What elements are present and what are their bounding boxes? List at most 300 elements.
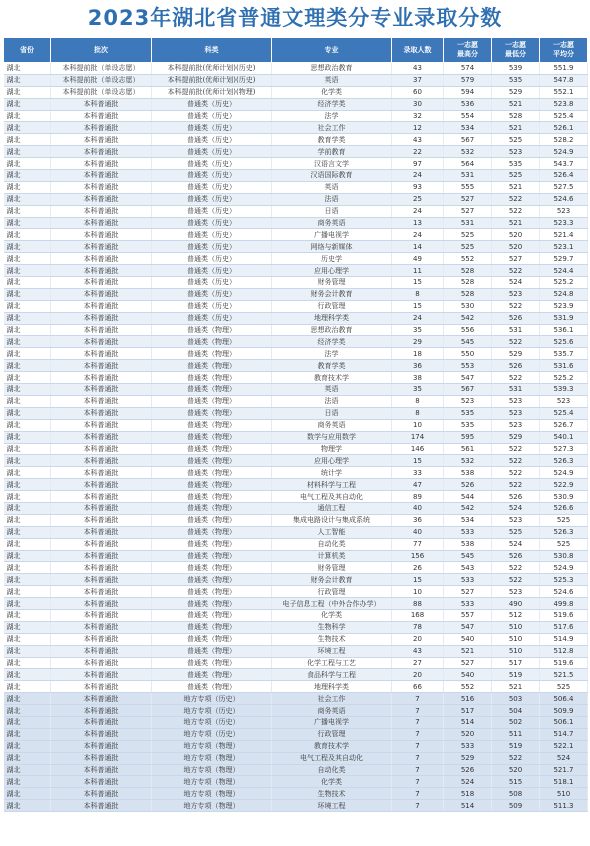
batch-cell: 本科普通批 [51, 633, 152, 645]
avg-score-cell: 536.1 [540, 324, 588, 336]
table-row [4, 479, 588, 491]
avg-score-cell: 524.9 [540, 467, 588, 479]
table-row [4, 277, 588, 289]
table-row [4, 170, 588, 182]
province-cell: 湖北 [4, 598, 51, 610]
batch-cell: 本科普通批 [51, 134, 152, 146]
max-score-cell: 543 [444, 562, 492, 574]
avg-score-cell: 526.1 [540, 122, 588, 134]
category-cell: 普通类（物理） [152, 621, 272, 633]
admitted-count-cell: 7 [392, 776, 444, 788]
batch-cell: 本科普通批 [51, 514, 152, 526]
avg-score-cell: 521.7 [540, 764, 588, 776]
major-cell: 社会工作 [272, 693, 392, 705]
max-score-cell: 533 [444, 598, 492, 610]
major-cell: 思想政治教育 [272, 63, 392, 75]
batch-cell: 本科普通批 [51, 752, 152, 764]
admitted-count-cell: 43 [392, 645, 444, 657]
batch-cell: 本科普通批 [51, 265, 152, 277]
major-cell: 商务英语 [272, 217, 392, 229]
admitted-count-cell: 7 [392, 764, 444, 776]
batch-cell: 本科普通批 [51, 443, 152, 455]
min-score-cell: 522 [492, 265, 540, 277]
major-cell: 生物科学 [272, 621, 392, 633]
min-score-cell: 522 [492, 372, 540, 384]
admitted-count-cell: 15 [392, 300, 444, 312]
table-row [4, 217, 588, 229]
batch-cell: 本科普通批 [51, 205, 152, 217]
avg-score-cell: 540.1 [540, 431, 588, 443]
batch-cell: 本科普通批 [51, 598, 152, 610]
header-min-score: 一志愿 最低分 [492, 38, 540, 63]
min-score-cell: 526 [492, 360, 540, 372]
avg-score-cell: 514.7 [540, 728, 588, 740]
max-score-cell: 552 [444, 253, 492, 265]
table-row [4, 63, 588, 75]
category-cell: 地方专项（历史） [152, 716, 272, 728]
category-cell: 普通类（物理） [152, 348, 272, 360]
min-score-cell: 535 [492, 158, 540, 170]
batch-cell: 本科普通批 [51, 764, 152, 776]
province-cell: 湖北 [4, 312, 51, 324]
avg-score-cell: 524.6 [540, 193, 588, 205]
min-score-cell: 529 [492, 431, 540, 443]
table-row [4, 431, 588, 443]
admitted-count-cell: 146 [392, 443, 444, 455]
table-row [4, 645, 588, 657]
table-row [4, 681, 588, 693]
category-cell: 本科提前批(优师计划)(历史) [152, 74, 272, 86]
avg-score-cell: 499.8 [540, 598, 588, 610]
category-cell: 普通类（物理） [152, 384, 272, 396]
min-score-cell: 522 [492, 193, 540, 205]
avg-score-cell: 524.9 [540, 146, 588, 158]
category-cell: 普通类（物理） [152, 598, 272, 610]
category-cell: 普通类（历史） [152, 312, 272, 324]
header-category: 科类 [152, 38, 272, 63]
max-score-cell: 527 [444, 586, 492, 598]
category-cell: 普通类（物理） [152, 479, 272, 491]
table-row [4, 181, 588, 193]
batch-cell: 本科普通批 [51, 740, 152, 752]
batch-cell: 本科提前批（单设志愿） [51, 86, 152, 98]
province-cell: 湖北 [4, 74, 51, 86]
min-score-cell: 522 [492, 479, 540, 491]
table-row [4, 443, 588, 455]
table-row [4, 193, 588, 205]
province-cell: 湖北 [4, 324, 51, 336]
admitted-count-cell: 43 [392, 63, 444, 75]
province-cell: 湖北 [4, 609, 51, 621]
min-score-cell: 523 [492, 514, 540, 526]
min-score-cell: 531 [492, 384, 540, 396]
province-cell: 湖北 [4, 277, 51, 289]
batch-cell: 本科普通批 [51, 491, 152, 503]
province-cell: 湖北 [4, 86, 51, 98]
province-cell: 湖北 [4, 693, 51, 705]
batch-cell: 本科普通批 [51, 348, 152, 360]
max-score-cell: 516 [444, 693, 492, 705]
province-cell: 湖北 [4, 491, 51, 503]
admitted-count-cell: 47 [392, 479, 444, 491]
max-score-cell: 531 [444, 170, 492, 182]
category-cell: 普通类（物理） [152, 574, 272, 586]
admitted-count-cell: 30 [392, 98, 444, 110]
major-cell: 英语 [272, 384, 392, 396]
province-cell: 湖北 [4, 253, 51, 265]
max-score-cell: 514 [444, 800, 492, 812]
avg-score-cell: 523.9 [540, 300, 588, 312]
min-score-cell: 522 [492, 574, 540, 586]
admitted-count-cell: 93 [392, 181, 444, 193]
province-cell: 湖北 [4, 348, 51, 360]
province-cell: 湖北 [4, 455, 51, 467]
batch-cell: 本科普通批 [51, 681, 152, 693]
batch-cell: 本科普通批 [51, 122, 152, 134]
avg-score-cell: 519.6 [540, 609, 588, 621]
admitted-count-cell: 29 [392, 336, 444, 348]
max-score-cell: 532 [444, 455, 492, 467]
admitted-count-cell: 38 [392, 372, 444, 384]
min-score-cell: 521 [492, 122, 540, 134]
major-cell: 自动化类 [272, 764, 392, 776]
batch-cell: 本科普通批 [51, 372, 152, 384]
table-row [4, 621, 588, 633]
province-cell: 湖北 [4, 776, 51, 788]
max-score-cell: 547 [444, 372, 492, 384]
batch-cell: 本科普通批 [51, 324, 152, 336]
admitted-count-cell: 10 [392, 586, 444, 598]
admitted-count-cell: 15 [392, 277, 444, 289]
max-score-cell: 561 [444, 443, 492, 455]
province-cell: 湖北 [4, 550, 51, 562]
min-score-cell: 529 [492, 348, 540, 360]
batch-cell: 本科普通批 [51, 110, 152, 122]
category-cell: 普通类（物理） [152, 645, 272, 657]
table-row [4, 205, 588, 217]
max-score-cell: 520 [444, 728, 492, 740]
avg-score-cell: 509.9 [540, 705, 588, 717]
min-score-cell: 523 [492, 146, 540, 158]
avg-score-cell: 511.3 [540, 800, 588, 812]
batch-cell: 本科普通批 [51, 395, 152, 407]
major-cell: 英语 [272, 181, 392, 193]
table-row [4, 693, 588, 705]
table-row [4, 384, 588, 396]
header-batch: 批次 [51, 38, 152, 63]
max-score-cell: 528 [444, 288, 492, 300]
min-score-cell: 524 [492, 538, 540, 550]
province-cell: 湖北 [4, 241, 51, 253]
province-cell: 湖北 [4, 134, 51, 146]
major-cell: 环境工程 [272, 800, 392, 812]
min-score-cell: 490 [492, 598, 540, 610]
avg-score-cell: 519.6 [540, 657, 588, 669]
min-score-cell: 522 [492, 752, 540, 764]
admitted-count-cell: 156 [392, 550, 444, 562]
avg-score-cell: 514.9 [540, 633, 588, 645]
min-score-cell: 508 [492, 788, 540, 800]
major-cell: 汉语言文学 [272, 158, 392, 170]
batch-cell: 本科普通批 [51, 241, 152, 253]
avg-score-cell: 522.9 [540, 479, 588, 491]
avg-score-cell: 523 [540, 395, 588, 407]
province-cell: 湖北 [4, 740, 51, 752]
table-row [4, 800, 588, 812]
admitted-count-cell: 22 [392, 146, 444, 158]
max-score-cell: 535 [444, 407, 492, 419]
major-cell: 教育学类 [272, 360, 392, 372]
province-cell: 湖北 [4, 752, 51, 764]
min-score-cell: 526 [492, 312, 540, 324]
header-major: 专业 [272, 38, 392, 63]
admitted-count-cell: 24 [392, 229, 444, 241]
max-score-cell: 518 [444, 788, 492, 800]
category-cell: 普通类（历史） [152, 265, 272, 277]
major-cell: 计算机类 [272, 550, 392, 562]
category-cell: 普通类（物理） [152, 526, 272, 538]
major-cell: 汉语国际教育 [272, 170, 392, 182]
admitted-count-cell: 8 [392, 288, 444, 300]
major-cell: 生物技术 [272, 633, 392, 645]
max-score-cell: 526 [444, 479, 492, 491]
province-cell: 湖北 [4, 122, 51, 134]
max-score-cell: 550 [444, 348, 492, 360]
batch-cell: 本科普通批 [51, 657, 152, 669]
category-cell: 普通类（物理） [152, 538, 272, 550]
category-cell: 普通类（历史） [152, 205, 272, 217]
category-cell: 地方专项（物理） [152, 776, 272, 788]
batch-cell: 本科普通批 [51, 170, 152, 182]
category-cell: 本科提前批(优师计划)(物理) [152, 86, 272, 98]
admitted-count-cell: 7 [392, 693, 444, 705]
min-score-cell: 520 [492, 229, 540, 241]
admitted-count-cell: 168 [392, 609, 444, 621]
table-row [4, 752, 588, 764]
category-cell: 普通类（物理） [152, 467, 272, 479]
admitted-count-cell: 7 [392, 716, 444, 728]
avg-score-cell: 535.7 [540, 348, 588, 360]
max-score-cell: 527 [444, 205, 492, 217]
major-cell: 广播电视学 [272, 229, 392, 241]
admitted-count-cell: 24 [392, 170, 444, 182]
major-cell: 教育技术学 [272, 372, 392, 384]
major-cell: 人工智能 [272, 526, 392, 538]
table-row [4, 598, 588, 610]
major-cell: 环境工程 [272, 645, 392, 657]
province-cell: 湖北 [4, 288, 51, 300]
category-cell: 普通类（历史） [152, 134, 272, 146]
max-score-cell: 532 [444, 146, 492, 158]
category-cell: 普通类（历史） [152, 217, 272, 229]
min-score-cell: 522 [492, 467, 540, 479]
table-row [4, 229, 588, 241]
admitted-count-cell: 8 [392, 407, 444, 419]
batch-cell: 本科普通批 [51, 574, 152, 586]
province-cell: 湖北 [4, 63, 51, 75]
category-cell: 普通类（历史） [152, 170, 272, 182]
province-cell: 湖北 [4, 419, 51, 431]
min-score-cell: 529 [492, 86, 540, 98]
avg-score-cell: 521.5 [540, 669, 588, 681]
avg-score-cell: 526.3 [540, 455, 588, 467]
max-score-cell: 542 [444, 502, 492, 514]
major-cell: 行政管理 [272, 586, 392, 598]
avg-score-cell: 523.1 [540, 241, 588, 253]
batch-cell: 本科普通批 [51, 609, 152, 621]
category-cell: 普通类（物理） [152, 633, 272, 645]
avg-score-cell: 527.3 [540, 443, 588, 455]
min-score-cell: 522 [492, 300, 540, 312]
province-cell: 湖北 [4, 110, 51, 122]
admitted-count-cell: 89 [392, 491, 444, 503]
min-score-cell: 512 [492, 609, 540, 621]
min-score-cell: 523 [492, 407, 540, 419]
admitted-count-cell: 11 [392, 265, 444, 277]
min-score-cell: 502 [492, 716, 540, 728]
admitted-count-cell: 60 [392, 86, 444, 98]
category-cell: 普通类（历史） [152, 146, 272, 158]
avg-score-cell: 524.8 [540, 288, 588, 300]
max-score-cell: 529 [444, 752, 492, 764]
max-score-cell: 542 [444, 312, 492, 324]
admitted-count-cell: 77 [392, 538, 444, 550]
avg-score-cell: 523.3 [540, 217, 588, 229]
table-row [4, 788, 588, 800]
avg-score-cell: 525.2 [540, 372, 588, 384]
table-row [4, 395, 588, 407]
max-score-cell: 523 [444, 395, 492, 407]
avg-score-cell: 524 [540, 752, 588, 764]
admitted-count-cell: 7 [392, 800, 444, 812]
admitted-count-cell: 27 [392, 657, 444, 669]
admitted-count-cell: 49 [392, 253, 444, 265]
min-score-cell: 526 [492, 491, 540, 503]
batch-cell: 本科普通批 [51, 407, 152, 419]
batch-cell: 本科普通批 [51, 181, 152, 193]
admitted-count-cell: 36 [392, 514, 444, 526]
max-score-cell: 545 [444, 550, 492, 562]
batch-cell: 本科普通批 [51, 705, 152, 717]
header-max-score: 一志愿 最高分 [444, 38, 492, 63]
table-row [4, 776, 588, 788]
province-cell: 湖北 [4, 265, 51, 277]
major-cell: 教育技术学 [272, 740, 392, 752]
max-score-cell: 534 [444, 514, 492, 526]
category-cell: 普通类（物理） [152, 491, 272, 503]
table-row [4, 455, 588, 467]
batch-cell: 本科提前批（单设志愿） [51, 74, 152, 86]
province-cell: 湖北 [4, 645, 51, 657]
avg-score-cell: 525 [540, 681, 588, 693]
batch-cell: 本科普通批 [51, 669, 152, 681]
max-score-cell: 521 [444, 645, 492, 657]
avg-score-cell: 526.4 [540, 170, 588, 182]
category-cell: 普通类（历史） [152, 122, 272, 134]
major-cell: 电子信息工程（中外合作办学） [272, 598, 392, 610]
max-score-cell: 528 [444, 265, 492, 277]
batch-cell: 本科普通批 [51, 479, 152, 491]
major-cell: 行政管理 [272, 728, 392, 740]
batch-cell: 本科普通批 [51, 288, 152, 300]
batch-cell: 本科普通批 [51, 788, 152, 800]
max-score-cell: 533 [444, 574, 492, 586]
province-cell: 湖北 [4, 633, 51, 645]
category-cell: 普通类（物理） [152, 360, 272, 372]
max-score-cell: 524 [444, 776, 492, 788]
major-cell: 法学 [272, 348, 392, 360]
admitted-count-cell: 66 [392, 681, 444, 693]
avg-score-cell: 551.9 [540, 63, 588, 75]
min-score-cell: 526 [492, 550, 540, 562]
major-cell: 广播电视学 [272, 716, 392, 728]
batch-cell: 本科普通批 [51, 586, 152, 598]
batch-cell: 本科普通批 [51, 229, 152, 241]
avg-score-cell: 525.4 [540, 407, 588, 419]
header-admitted-count: 录取人数 [392, 38, 444, 63]
avg-score-cell: 517.6 [540, 621, 588, 633]
admitted-count-cell: 24 [392, 312, 444, 324]
category-cell: 普通类（物理） [152, 407, 272, 419]
min-score-cell: 522 [492, 455, 540, 467]
province-cell: 湖北 [4, 360, 51, 372]
table-row [4, 110, 588, 122]
table-row [4, 657, 588, 669]
avg-score-cell: 518.1 [540, 776, 588, 788]
table-row [4, 348, 588, 360]
province-cell: 湖北 [4, 193, 51, 205]
admitted-count-cell: 43 [392, 134, 444, 146]
min-score-cell: 521 [492, 98, 540, 110]
batch-cell: 本科普通批 [51, 728, 152, 740]
category-cell: 地方专项（物理） [152, 788, 272, 800]
max-score-cell: 574 [444, 63, 492, 75]
max-score-cell: 540 [444, 669, 492, 681]
batch-cell: 本科普通批 [51, 621, 152, 633]
table-row [4, 502, 588, 514]
min-score-cell: 522 [492, 205, 540, 217]
table-row [4, 122, 588, 134]
batch-cell: 本科普通批 [51, 193, 152, 205]
avg-score-cell: 523 [540, 205, 588, 217]
admitted-count-cell: 12 [392, 122, 444, 134]
admission-score-table [3, 37, 588, 812]
table-row [4, 407, 588, 419]
header-avg-score: 一志愿 平均分 [540, 38, 588, 63]
admitted-count-cell: 25 [392, 193, 444, 205]
province-cell: 湖北 [4, 728, 51, 740]
min-score-cell: 510 [492, 645, 540, 657]
major-cell: 地理科学类 [272, 681, 392, 693]
batch-cell: 本科普通批 [51, 277, 152, 289]
province-cell: 湖北 [4, 336, 51, 348]
max-score-cell: 579 [444, 74, 492, 86]
province-cell: 湖北 [4, 479, 51, 491]
avg-score-cell: 525 [540, 538, 588, 550]
admitted-count-cell: 7 [392, 740, 444, 752]
admitted-count-cell: 37 [392, 74, 444, 86]
batch-cell: 本科普通批 [51, 526, 152, 538]
admitted-count-cell: 33 [392, 467, 444, 479]
major-cell: 经济学类 [272, 98, 392, 110]
category-cell: 普通类（历史） [152, 241, 272, 253]
province-cell: 湖北 [4, 681, 51, 693]
major-cell: 自动化类 [272, 538, 392, 550]
major-cell: 地理科学类 [272, 312, 392, 324]
table-header-row [4, 38, 588, 63]
major-cell: 化学类 [272, 86, 392, 98]
table-row [4, 372, 588, 384]
